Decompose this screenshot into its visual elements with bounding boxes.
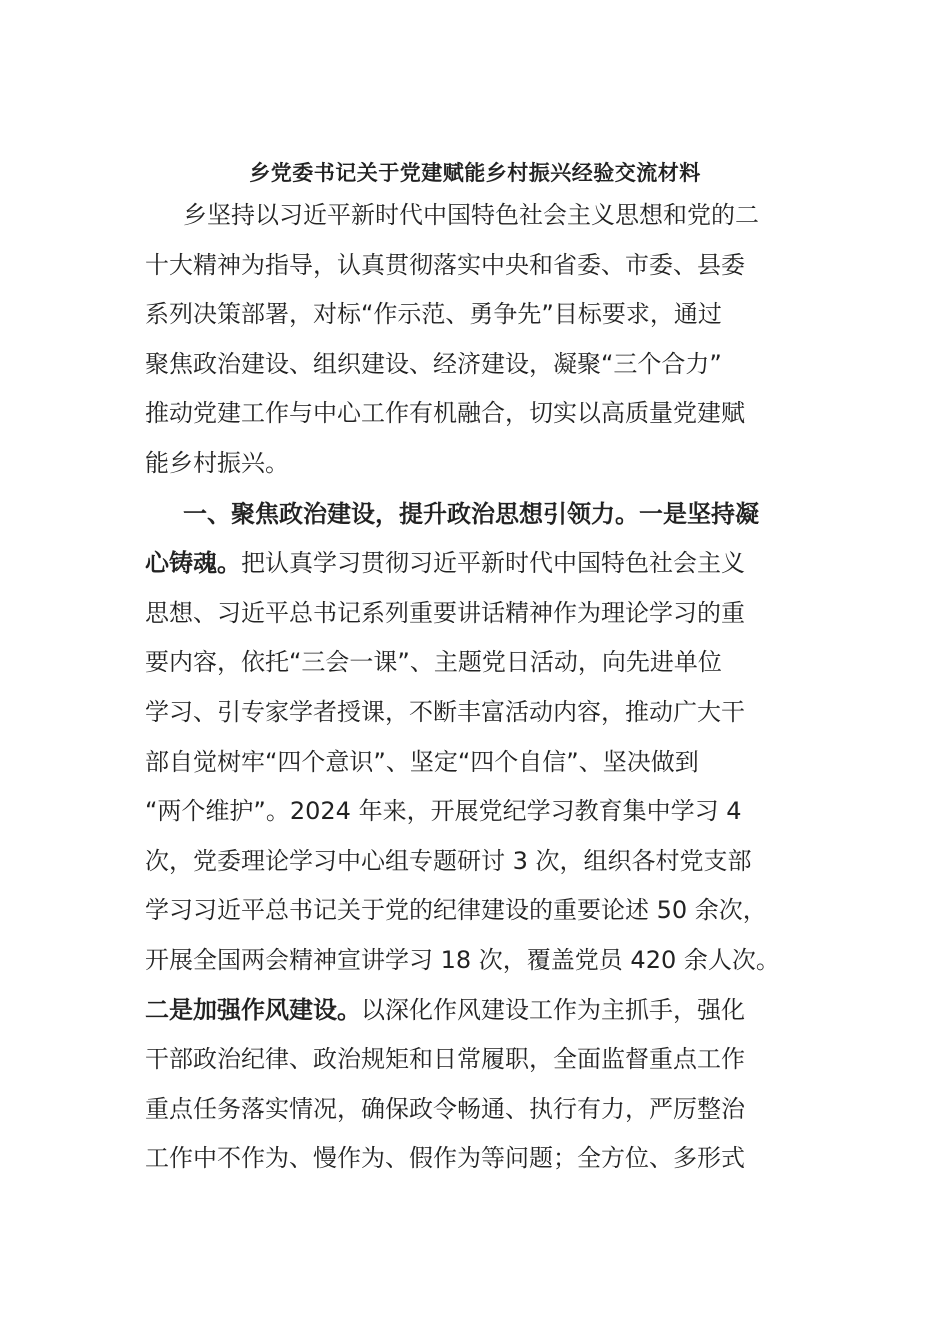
paragraph-line: 开展全国两会精神宣讲学习 18 次，覆盖党员 420 余人次。 [145, 945, 780, 974]
paragraph-line: 次，党委理论学习中心组专题研讨 3 次，组织各村党支部 [145, 846, 752, 875]
paragraph-line: 十大精神为指导，认真贯彻落实中央和省委、市委、县委 [145, 250, 745, 279]
paragraph-line: 乡坚持以习近平新时代中国特色社会主义思想和党的二 [183, 201, 759, 229]
paragraph-intro [145, 191, 825, 489]
paragraph-line: 干部政治纪律、政治规矩和日常履职，全面监督重点工作 [145, 1045, 745, 1074]
section-heading: 一、聚焦政治建设，提升政治思想引领力。一是坚持凝 [183, 499, 759, 528]
paragraph-line: 部自觉树牢“四个意识”、坚定“四个自信”、坚决做到 [145, 747, 699, 776]
paragraph-political-building [145, 490, 825, 1184]
subheading-bold: 心铸魂。 [145, 549, 241, 578]
paragraph-line: “两个维护”。2024 年来，开展党纪学习教育集中学习 4 [145, 797, 742, 826]
section-heading-line [145, 490, 825, 540]
paragraph-line: 重点任务落实情况，确保政令畅通、执行有力，严厉整治 [145, 1094, 745, 1123]
paragraph-line [145, 539, 825, 589]
paragraph-text: 把认真学习贯彻习近平新时代中国特色社会主义 [241, 549, 745, 578]
subheading-bold: 二是加强作风建设。 [145, 995, 361, 1024]
paragraph-line: 聚焦政治建设、组织建设、经济建设，凝聚“三个合力” [145, 349, 722, 378]
paragraph-text: 以深化作风建设工作为主抓手，强化 [361, 995, 745, 1024]
paragraph-line: 能乡村振兴。 [145, 448, 289, 477]
paragraph-line: 学习习近平总书记关于党的纪律建设的重要论述 50 余次， [145, 896, 767, 925]
document-body [145, 191, 825, 1184]
document-title: 乡党委书记关于党建赋能乡村振兴经验交流材料 [249, 161, 701, 185]
paragraph-line: 思想、习近平总书记系列重要讲话精神作为理论学习的重 [145, 598, 745, 627]
paragraph-line [145, 986, 825, 1036]
paragraph-line: 工作中不作为、慢作为、假作为等问题；全方位、多形式 [145, 1144, 745, 1173]
paragraph-line: 系列决策部署，对标“作示范、勇争先”目标要求，通过 [145, 300, 722, 329]
paragraph-line: 推动党建工作与中心工作有机融合，切实以高质量党建赋 [145, 399, 745, 428]
paragraph-line: 学习、引专家学者授课，不断丰富活动内容，推动广大干 [145, 697, 745, 726]
paragraph-line: 要内容，依托“三会一课”、主题党日活动，向先进单位 [145, 648, 722, 677]
